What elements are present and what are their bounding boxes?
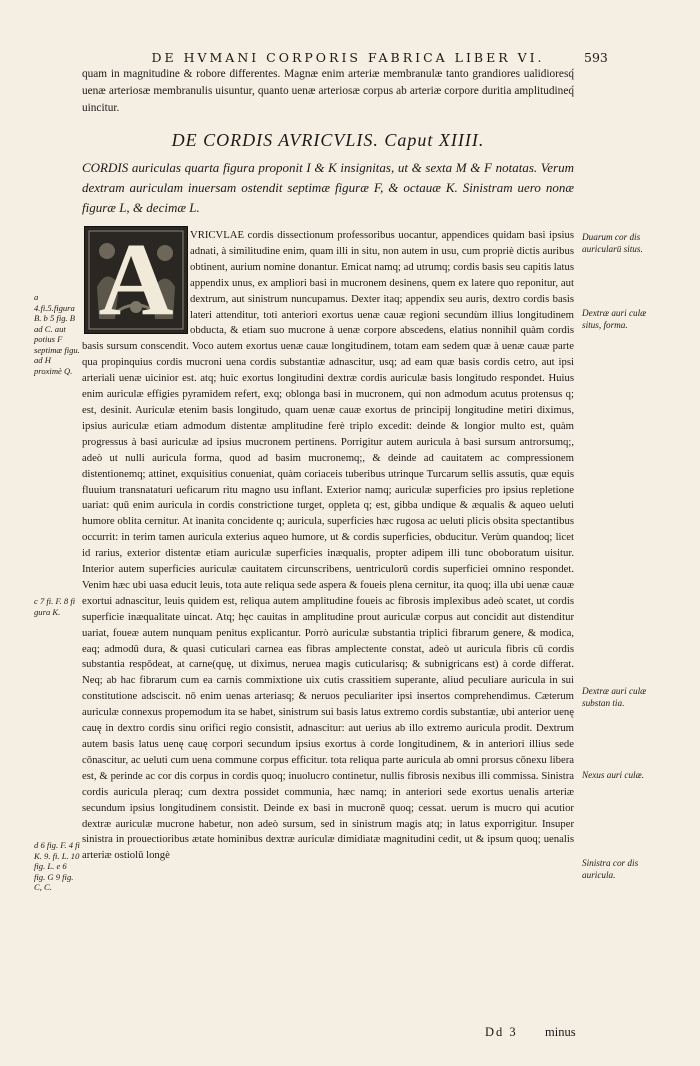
left-margin-note: a 4.fi.5.figura B. b 5 fig. B ad C. aut potius F septimæ figu. ad H proximè Q.	[34, 292, 80, 376]
left-margin-note: d 6 fig. F. 4 fi K. 9. fi. L. 10 fig. L. e 6 fig. G 9 fig. C, C.	[34, 840, 80, 892]
chapter-summary: CORDIS auriculas quarta figura proponit I & K insignitas, ut & sexta M & F notatas. Verum dextram auriculam inuersam ostendit septimæ figuræ F, & octauæ K. Sinistram uero nonæ figuræ L, & decimæ L.	[82, 160, 574, 215]
right-margin-note: Nexus auri culæ.	[582, 770, 645, 780]
drop-cap-letter: A	[98, 222, 174, 337]
signature-mark: Dd 3	[485, 1025, 518, 1039]
right-margin-note: Dextræ auri culæ situs, forma.	[582, 308, 647, 330]
right-margin-note: Dextræ auri culæ substan tia.	[582, 686, 647, 708]
drop-cap-spacer	[82, 222, 190, 338]
catchword: minus	[545, 1025, 576, 1039]
left-margin-note: c 7 fi. F. 8 fi gura K.	[34, 596, 76, 617]
intro-paragraph: quam in magnitudine & robore differentes. Magnæ enim arteriæ membranulæ tanto grandiores ualidioresq́ uenæ arteriosæ membranulis uisuntur, quanto uenæ arteriosæ corpus ab arteriæ corpore duritia amplitudineq́ uincitur.	[82, 68, 574, 114]
main-text	[82, 222, 574, 864]
running-title: DE HVMANI CORPORIS FABRICA LIBER VI.	[151, 50, 545, 65]
right-margin-note: Duarum cor dis auricularū situs.	[582, 232, 643, 254]
body-paragraph: VRICVLAE cordis dissectionum professoribus uocantur, appendices quidam basi ipsius adnati, à similitudine enim, quam illi in situ, non autem in usu, cum propriè dictis auribus obtinent, aurium nomine donantur. Emicat namq; ad utrumq; cordis basis seu capitis latus appendix unus, ex ampliori basi in mucronem desinens, quem ex latere quo reponitur, aut dextrum, aut sinistrum nuncupamus. Dexter itaq; appendix seu auris, dextro cordis basis lateri attenditur, toti anteriori exortus uenæ cauæ regioni secundùm illius longitudinem obducta, & etiam suo mucrone à uenæ corpore abscedens, elatius nonnihil quàm cordis basis sursum conscendit. Voco autem exortus uenæ cauæ longitudinem, totam eam sedem quæ à uenæ cauæ parte qua propinquius cordis mucroni uena cordis substantiæ adnascitur, usq; ad eam quæ basis cordis cetro, aut ipsi arteriali uenæ uicinior est. atq; huic exortus longitudini dextræ cordis auriculæ basis longitudo respondet. Huius enim auriculæ effigies pyramidem refert, exq; oblonga basi in mucronem, qui non admodum acutus protensus q; est, desinit. Auriculæ etenim basis longitudo, quam uenæ cauæ exortus de principij longitudine metiri diximus, ipsius auriculæ etiam admodum distentæ amplitudine ferè triplo excedit: deinde & longior multo est, quàm progressus à basi auriculæ ad ipsius mucronem pertinens. Porrigitur autem auricula à basi sursum antrorsumq;, adeò ut nulli auricula forma, quod ad basim mucronemq;, & deinde ad cauitatem ac compressionem distentionemq; attinet, exquisitius conueniat, quàm coriaceis tuberibus utrinque Turcarum sellis assutis, quæ equis fluuium transnataturi ueficarum ritu magno usu inflant. Exterior namq; auriculæ superficies pro ipsius repletione uariat: quū enim auricula in cordis constrictione turget, oppleta q; est, gibba undique & æqualis & aqueo ueluti humore oblita cernitur. At inanita concidente q; auricula, superficies hæc rugosa ac ueluti plicis obsita spectantibus occurrit: in terim tamen auricula exterius aqueo humore, ut & cordis superficies, obducitur. Verùm quandoq; licet id rarius, exterior distentæ etiam auriculæ superficies inæqualis, propter adipem illi tunc oboboratum uisitur. Interior autem superficies auriculæ cauitatem circunscribens, uentriculorū cordis superficiei omnino respondet. Venim hæc ubi uasa educit leuis, tota aute reliqua sede aspera & foueis plena cernitur, ita quoq; illa ubi uenæ cauæ exortui adnascitur, leuis quidem est, reliqua autem amplitudine foueis ac fibrosis implexibus adeò scatet, ut cordis superficie inæqualitate uincat. Atq; hęc cauitas in amplitudine prout auriculæ corpus aut concidit aut distenditur uariat, foueæ autem nunquam penitus explicantur. Porrò auriculæ substantia triplici fibrarum genere, & modica, eaq; admodū dura, & quasi cuticulari carnea eas fibras amplectente constat, adeò ut auricula fibris cū cordis substantia respōdeat, at carne(quę, ut diximus, neruea magis cuticularisq; & subnigricans est) à corde differat. Neq; ab hac fibrarum cum ea carnis commixtione uix cutis crassitiem superante, aliud peculiare auricula in sui constitutione adsciscit. nō enim uenas arteriasq; & neruos peculiariter ipsi insertos comprehendimus. Cæterum auriculæ connexus propemodum ita se habet, sinistrum sui basis latus extremo cordis substantiæ, ubi anterior uenę cauę in dextro cordis sinu orifici regio consistit, adnascitur: aut uerius ab illo extremo auricula prodit. Dextrum autem basis latus uenę cauę corpori secundum ipsius exortus à corde longitudinem, & in anteriori illius sede cōnascitur, ac ueluti cum uena commune corpus efficitur. tota reliqua parte auricula ab omni prorsus cōnexu libera est, & perinde ac cor dis corpus in cordis quoq; inuolucro continetur, nullis fibrosis nexibus illi commissa. Sinistra cordis auricula pleraq; cum dextra possidet communia, hæc namq; in anteriori sede exortus uenalis arteriæ secundum ipsius longitudinem consistit. Deinde ex basi in mucronē quoq; cessat. uerum is mucro qui acutior dextræ auriculæ mucrone habetur, non adeò sursum, sed in sinistrum magis atq; in latus exporrigitur. Insuper sinistra in prouectioribus ætate hominibus dextræ auriculæ dimidiatæ magnitudini cedit, ut & ipsum quoq; uenalis arteriæ ostiolū longè	[82, 229, 574, 862]
right-margin-note: Sinistra cor dis auricula.	[582, 858, 639, 880]
chapter-title: DE CORDIS AVRICVLIS. Caput XIIII.	[171, 130, 485, 150]
page-number: 593	[584, 50, 608, 65]
